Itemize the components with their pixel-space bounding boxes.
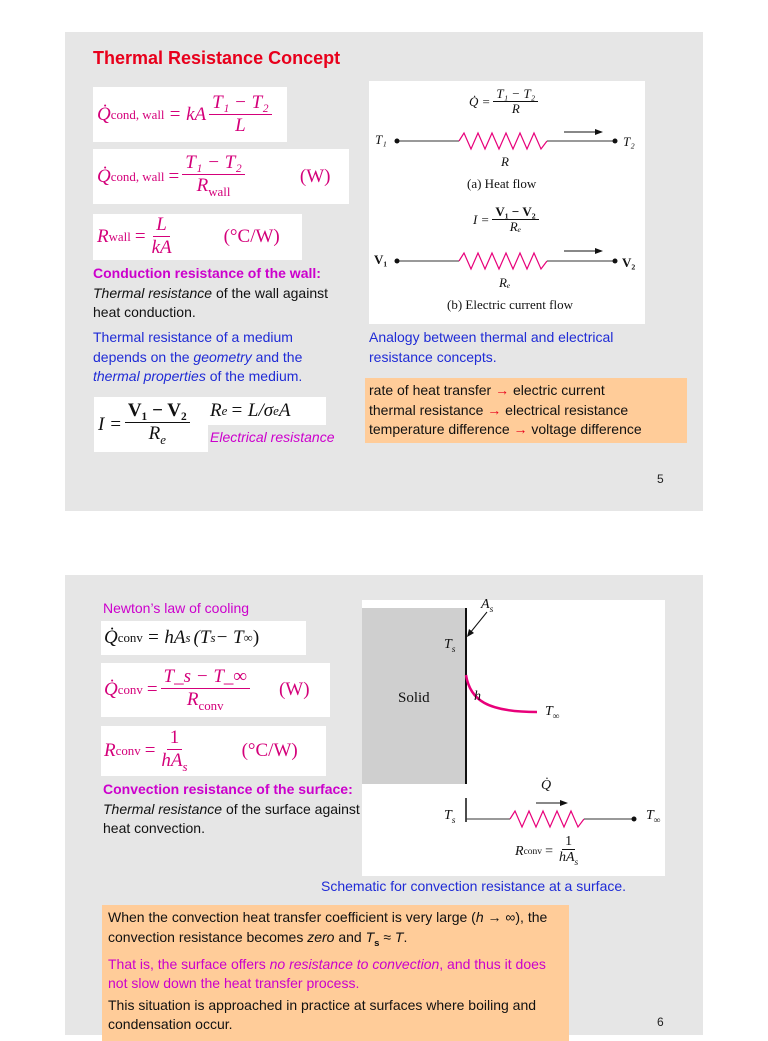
tinf-label-bottom: $T_\infty$ [646, 808, 661, 826]
electrical-resistance-label: Electrical resistance [210, 429, 335, 445]
mapping-row: temperature difference → voltage difference [369, 421, 642, 437]
medium-resistance-text: Thermal resistance of a medium depends on the geometry and the thermal properties of the medium. [93, 329, 303, 384]
h-label: h [474, 689, 481, 704]
convection-note-box [102, 905, 569, 1041]
newton-cooling-equation: Q̇ conv = hA s (T s − T ∞ ) [101, 621, 306, 655]
t2-label: T₂ [623, 134, 635, 149]
electric-current-equation: I = $\frac{\text{V₁ − V₂}}{R_e}$ [94, 397, 208, 452]
convection-resistance-equation: R conv = $\frac{1}{hA_s}$ (°C/W) [101, 726, 326, 776]
analogy-caption: Analogy between thermal and electrical resistance concepts. [369, 329, 614, 365]
v2-label: V₂ [622, 255, 636, 270]
conduction-rate-equation: Q̇ cond, wall = kA $\frac{\text{T₁ − T₂}}{L}$ [93, 87, 287, 142]
slide-5 [65, 32, 703, 511]
q-dot-label: Q̇ [541, 778, 552, 793]
t1-label: T₁ [375, 132, 387, 147]
slide-title: Thermal Resistance Concept [93, 48, 341, 68]
electrical-resistance-equation: R e = L/σ e A [207, 397, 326, 425]
schematic-caption: Schematic for convection resistance at a surface. [321, 878, 627, 894]
r-label: R [501, 154, 509, 169]
convection-schematic-figure [362, 597, 665, 876]
ts-label-bottom: $T_s$ [444, 808, 456, 826]
note-line-1: When the convection heat transfer coefficient is very large (h → ∞), the convection resistance becomes zero and $T_s \approx T$. [108, 909, 548, 949]
slide-6 [65, 575, 703, 1035]
tinf-label-top: $T_\infty$ [545, 704, 560, 722]
convection-diagram [362, 600, 665, 876]
caption-heat-flow: (a) Heat flow [467, 176, 537, 191]
as-label: $A_s$ [481, 597, 494, 615]
mapping-row: thermal resistance → electrical resistance [369, 401, 629, 418]
analogy-mapping-box [365, 378, 687, 443]
thermal-electrical-analogy-figure [369, 81, 645, 324]
conduction-resistance-text: Conduction resistance of the wall: Thermal resistance of the wall against heat conduction. [93, 265, 329, 320]
convection-resistance-text: Convection resistance of the surface: Thermal resistance of the surface against heat convection. [103, 781, 360, 836]
v1-label: V₁ [374, 252, 388, 267]
heat-rate-formula: Q̇ = $\frac{\text{T₁ − T₂}}{R}$ [469, 87, 541, 117]
wall-resistance-equation: R wall = $\frac{L}{kA}$ (°C/W) [93, 214, 302, 260]
ts-label-top: $T_s$ [444, 637, 456, 655]
note-line-3: This situation is approached in practice at surfaces where boiling and condensation occur. [108, 996, 537, 1033]
solid-label: Solid [398, 690, 430, 706]
current-formula: I = $\frac{\text{V₁ − V₂}}{\text{Rₑ}}$ [473, 205, 542, 235]
note-line-2: That is, the surface offers no resistance to convection, and thus it does not slow down the heat transfer process. [108, 955, 546, 992]
re-label: Rₑ [499, 275, 511, 290]
convection-rate-equation: Q̇ conv = $\frac{T\_s - T\_\infty}{R_{conv}}$ (W) [101, 663, 330, 717]
page-number: 5 [657, 472, 664, 486]
caption-electric-flow: (b) Electric current flow [447, 297, 573, 312]
mapping-row: rate of heat transfer → electric current [369, 382, 605, 398]
rconv-formula: R conv = $\frac{1}{hA_s}$ [515, 834, 579, 869]
page-number: 6 [657, 1015, 664, 1029]
newton-law-heading: Newton’s law of cooling [103, 600, 250, 616]
conduction-rate-resistance-equation: Q̇ cond, wall = $\frac{\text{T₁ − T₂}}{R_{wall}}$ (W) [93, 149, 349, 204]
